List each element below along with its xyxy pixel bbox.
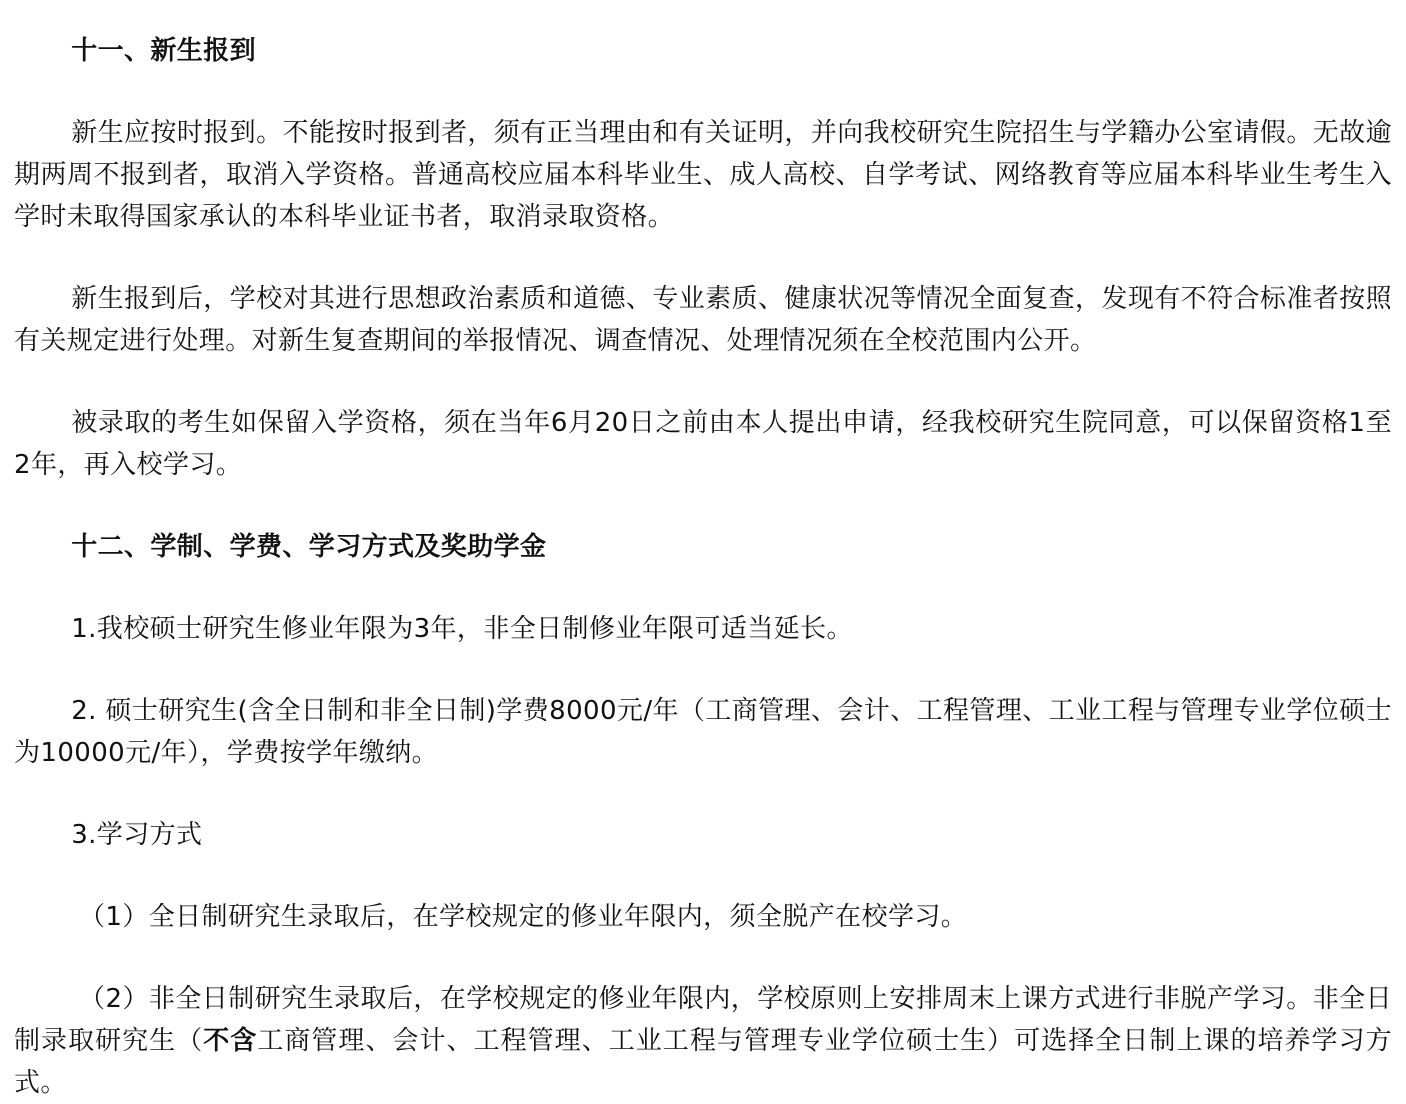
section-11-heading: 十一、新生报到 — [71, 36, 256, 66]
section-11-paragraph-2: 新生报到后，学校对其进行思想政治素质和道德、专业素质、健康状况等情况全面复查，发现有不符合标准者按照有关规定进行处理。对新生复查期间的举报情况、调查情况、处理情况须在全校范围内公开。 — [14, 284, 1392, 356]
section-12-item-3-sub-2 — [14, 978, 1392, 1104]
section-12-item-2: 2. 硕士研究生(含全日制和非全日制)学费8000元/年（工商管理、会计、工程管理、工业工程与管理专业学位硕士为10000元/年），学费按学年缴纳。 — [14, 696, 1392, 768]
section-12-item-3-sub-1: （1）全日制研究生录取后，在学校规定的修业年限内，须全脱产在校学习。 — [79, 902, 968, 932]
sub-2-text-part-2: 工商管理、会计、工程管理、工业工程与管理专业学位硕士生）可选择全日制上课的培养学习方式。 — [14, 1026, 1392, 1098]
section-11-paragraph-3: 被录取的考生如保留入学资格，须在当年6月20日之前由本人提出申请，经我校研究生院同意，可以保留资格1至2年，再入校学习。 — [14, 408, 1392, 480]
document-body — [14, 0, 1392, 1104]
section-12-heading: 十二、学制、学费、学习方式及奖助学金 — [71, 532, 547, 562]
section-11-paragraph-1: 新生应按时报到。不能按时报到者，须有正当理由和有关证明，并向我校研究生院招生与学籍办公室请假。无故逾期两周不报到者，取消入学资格。普通高校应届本科毕业生、成人高校、自学考试、网络教育等应届本科毕业生考生入学时未取得国家承认的本科毕业证书者，取消录取资格。 — [14, 118, 1392, 232]
section-12-item-1: 1.我校硕士研究生修业年限为3年，非全日制修业年限可适当延长。 — [71, 614, 853, 644]
sub-2-text-part-1: （2）非全日制研究生录取后，在学校规定的修业年限内，学校原则上安排周末上课方式进行非脱产学习。非全日制录取研究生（ — [14, 984, 1392, 1056]
section-12-item-3-title: 3.学习方式 — [71, 820, 203, 850]
sub-2-bold-text: 不含 — [203, 1026, 258, 1056]
